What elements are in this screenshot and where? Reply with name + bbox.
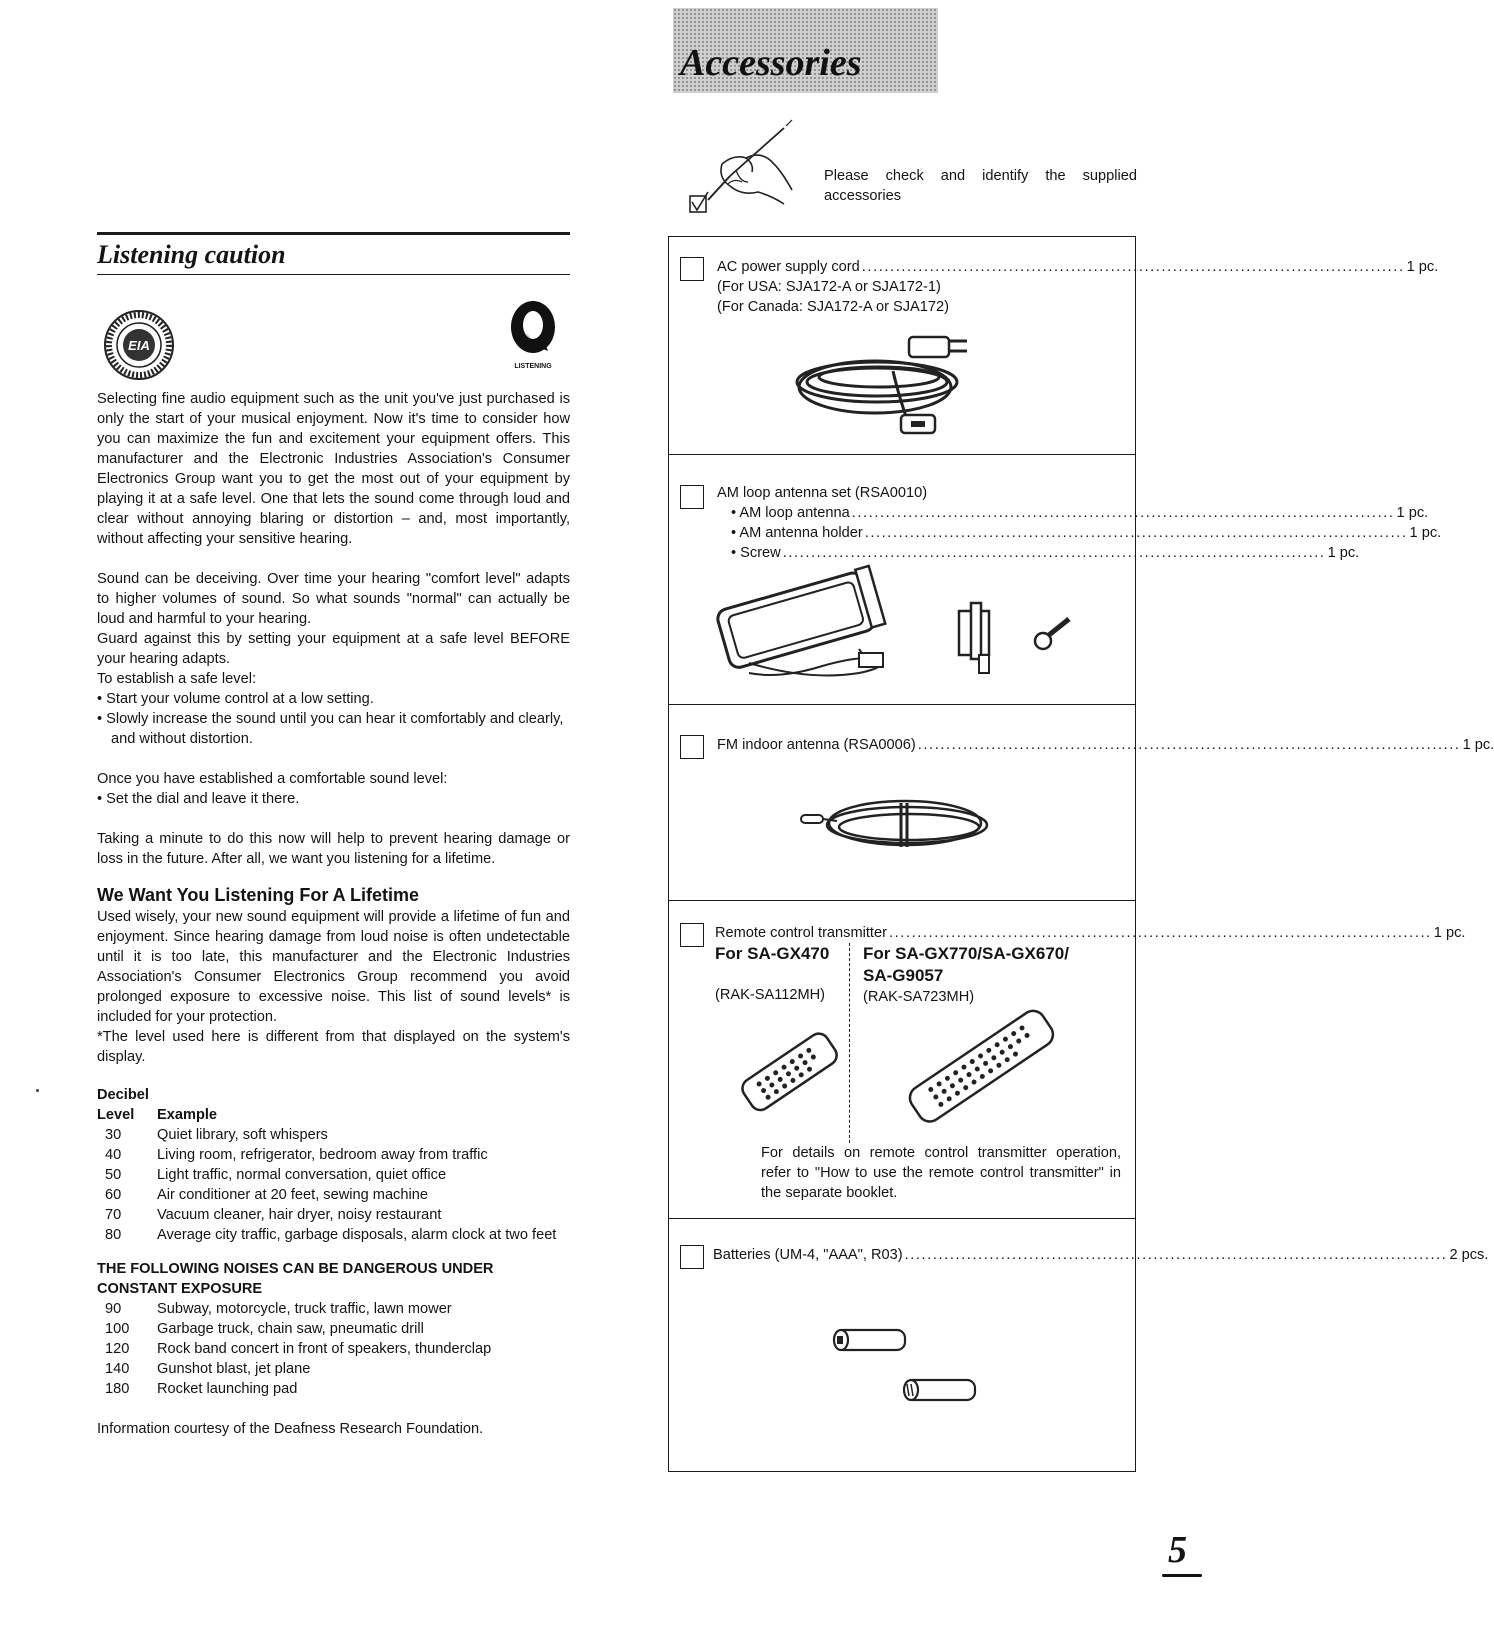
comfort-paragraph: Sound can be deceiving. Over time your hearing "comfort level" adapts to higher volumes of sound. So what sounds "normal" can actually be loud and harmful to your hearing. [97,571,570,627]
remote-row: Remote control transmitter ................................................................................................ 1 pc. [715,925,1466,941]
remote-label: Remote control transmitter [715,925,887,941]
lifetime-paragraph: Used wisely, your new sound equipment will provide a lifetime of fun and enjoyment. Since hearing damage from loud noise is often undetectable until it is too late, this manufacturer and the Electronic Industries Association's Consumer Electronics Group recommend you avoid prolonged exposure to excessive noise. This list of sound levels* is included for your protection. [97,909,570,1025]
table-row: 70 Vacuum cleaner, hair dryer, noisy restaurant [105,1207,442,1223]
ac-cord-usa-note: (For USA: SJA172-A or SJA172-1) [717,279,941,295]
remote-note: For details on remote control transmitter operation, refer to "How to use the remote control transmitter" in the separate booklet. [761,1145,1121,1201]
check-instruction: Please check and identify the supplied accessories [824,168,1137,204]
battery-icon [899,1375,979,1405]
sound-level-table [97,1085,570,1245]
am-antenna-checkbox[interactable] [680,485,704,509]
remote-qty: 1 pc. [1433,925,1466,941]
ac-cord-row [717,257,1439,277]
intro-paragraph: Selecting fine audio equipment such as the unit you've just purchased is only the start of your musical enjoyment. Now it's time to consider how you can maximize the fun and excitement your equipment offers. This manufacturer and the Electronic Industries Association's Consumer Electronics Group want you to get the most out of your equipment by playing it at a safe level. One that lets the sound come through loud and clear without annoying blaring or distortion – and, most importantly, without affecting your sensitive hearing. [97,391,570,547]
ac-cord-checkbox[interactable] [680,257,704,281]
fm-antenna-qty: 1 pc. [1462,737,1494,753]
remote-large-illustration [897,1007,1067,1127]
left-model: For SA-GX470 [715,944,830,963]
table-row: 120 Rock band concert in front of speakers, thunderclap [105,1341,492,1357]
prevent-damage-paragraph: Taking a minute to do this now will help to prevent hearing damage or loss in the future. After all, we want you listening for a lifetime. [97,831,570,867]
decibel-header: Decibel [97,1087,149,1103]
accessories-list-box [668,236,1494,1472]
am-antenna-illustration [709,563,1099,693]
eia-logo-text: EIA [128,338,150,353]
left-part-number: (RAK-SA112MH) [715,987,826,1003]
hand-checkmark-icon [688,120,828,220]
established-paragraph: Once you have established a comfortable sound level: [97,771,448,787]
batteries-qty: 2 pcs. [1449,1247,1489,1263]
eia-seal-logo [103,309,175,381]
table-row: 140 Gunshot blast, jet plane [105,1361,311,1377]
lifetime-subheading: We Want You Listening For A Lifetime [97,885,420,905]
fm-antenna-checkbox[interactable] [680,735,704,759]
am-antenna-section [669,455,1442,705]
battery-icon [829,1325,909,1355]
bullet-low-setting: • Start your volume control at a low setting. [97,691,374,707]
right-part-number: (RAK-SA723MH) [863,989,975,1005]
am-item-row: • Screw ................................................................................................ 1 pc. [731,545,1360,561]
ac-cord-label: AC power supply cord [717,259,860,275]
logo-row [97,275,570,381]
ac-cord-illustration [787,327,987,437]
leader-dots: ................................................................................................ [861,259,1405,275]
batteries-checkbox[interactable] [680,1245,704,1269]
bullet-increase-sound: • Slowly increase the sound until you can hear it comfortably and clearly, and without distortion. [97,711,564,747]
ac-cord-section [669,237,1439,455]
model-divider [849,943,850,1143]
source-note: Information courtesy of the Deafness Research Foundation. [97,1421,484,1437]
remote-checkbox[interactable] [680,923,704,947]
batteries-label: Batteries (UM-4, "AAA", R03) [713,1247,903,1263]
example-header: Example [157,1107,218,1123]
level-header: Level [97,1107,135,1123]
right-model-2: SA-G9057 [863,966,944,985]
table-row: 180 Rocket launching pad [105,1381,298,1397]
ac-cord-canada-note: (For Canada: SJA172-A or SJA172) [717,299,949,315]
table-row: 80 Average city traffic, garbage disposals, alarm clock at two feet [105,1227,557,1243]
remote-section [669,901,1466,1219]
table-row: 30 Quiet library, soft whispers [105,1127,328,1143]
caution-title: Listening caution [97,240,286,269]
guard-paragraph: Guard against this by setting your equipment at a safe level BEFORE your hearing adapts. [97,631,570,667]
lifetime-listening-logo [504,299,562,377]
table-row: 100 Garbage truck, chain saw, pneumatic drill [105,1321,424,1337]
establish-paragraph: To establish a safe level: [97,671,256,687]
footnote: *The level used here is different from that displayed on the system's display. [97,1029,570,1065]
table-row: 50 Light traffic, normal conversation, quiet office [105,1167,447,1183]
fm-antenna-row: FM indoor antenna (RSA0006) ................................................................................................ 1 pc. [717,737,1494,753]
table-row: 60 Air conditioner at 20 feet, sewing machine [105,1187,428,1203]
stray-dot [36,1089,39,1092]
page-number: 5 [1168,1529,1187,1571]
page-number-underline [1162,1574,1202,1577]
fm-antenna-section [669,705,1494,901]
remote-right-model-block [863,943,1069,1007]
batteries-section [669,1219,1489,1473]
bullet-set-dial: • Set the dial and leave it there. [97,791,300,807]
batteries-row: Batteries (UM-4, "AAA", R03) ................................................................................................ 2 pcs. [713,1247,1489,1263]
remote-left-model-block [715,943,829,1005]
am-item-row: • AM loop antenna ................................................................................................ 1 pc. [731,505,1429,521]
accessories-title: Accessories [680,42,862,84]
right-model-1: For SA-GX770/SA-GX670/ [863,944,1069,963]
ac-cord-qty: 1 pc. [1406,259,1439,275]
fm-antenna-illustration [797,785,997,865]
table-row: 90 Subway, motorcycle, truck traffic, lawn mower [105,1301,452,1317]
danger-level-table [97,1299,570,1399]
danger-heading: THE FOLLOWING NOISES CAN BE DANGEROUS UNDER CONSTANT EXPOSURE [97,1261,494,1297]
am-antenna-label: AM loop antenna set (RSA0010) [717,485,928,501]
table-row: 40 Living room, refrigerator, bedroom away from traffic [105,1147,488,1163]
am-item-row: • AM antenna holder ................................................................................................ 1 pc. [731,525,1442,541]
fm-antenna-label: FM indoor antenna (RSA0006) [717,737,916,753]
listening-caution-section [97,232,570,1439]
remote-small-illustration [729,1021,849,1121]
lifetime-logo-text: LISTENING [514,363,552,370]
